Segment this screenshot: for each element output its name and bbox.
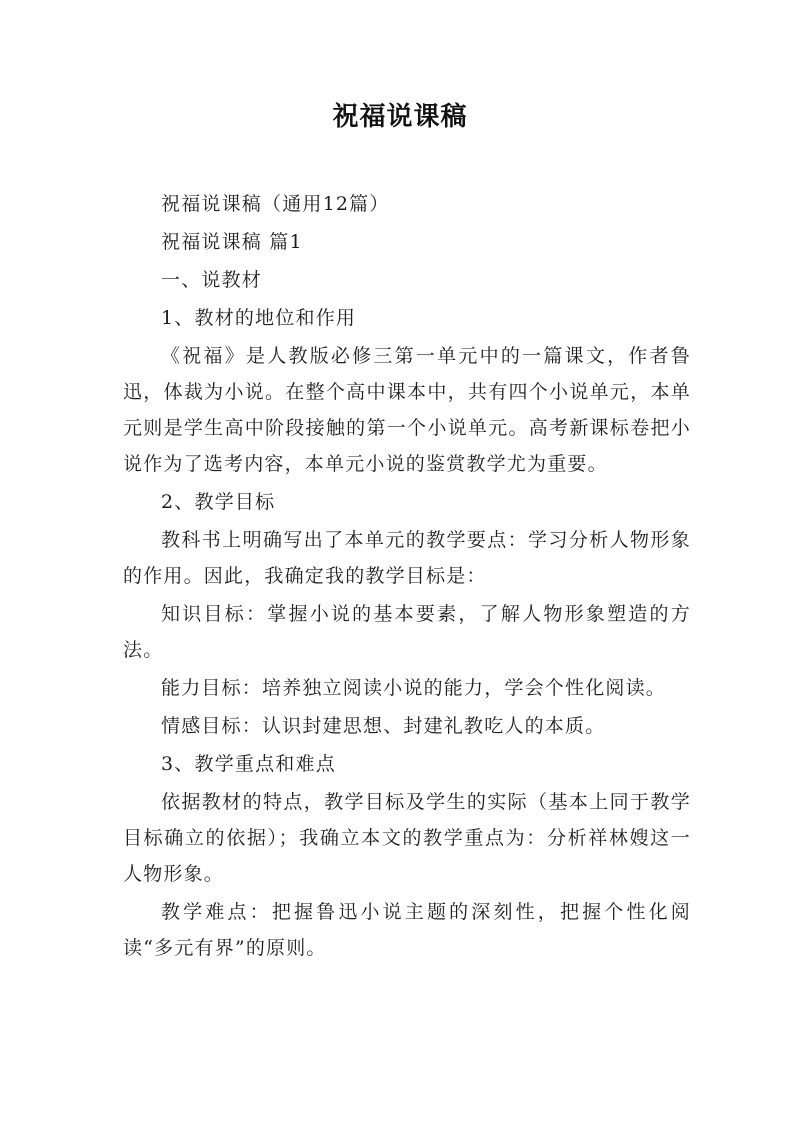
document-body xyxy=(123,186,691,968)
paragraph-text: 教学难点：把握鲁迅小说主题的深刻性，把握个性化阅读“多元有界”的原则。 xyxy=(123,901,691,959)
paragraph-text: 依据教材的特点，教学目标及学生的实际（基本上同于教学目标确立的依据）；我确立本文的教学重点为：分析祥林嫂这一人物形象。 xyxy=(123,791,691,885)
paragraph-heading-position-role: 1、教材的地位和作用 xyxy=(161,307,357,329)
document-title: 祝福说课稿 xyxy=(332,102,468,132)
paragraph-heading-key-difficult-points: 3、教学重点和难点 xyxy=(161,753,336,775)
paragraph-text: 知识目标：掌握小说的基本要素，了解人物形象塑造的方法。 xyxy=(123,603,691,661)
paragraph-heading-teaching-material: 一、说教材 xyxy=(161,269,263,291)
paragraph-section-heading: 祝福说课稿 篇1 xyxy=(161,231,303,253)
paragraph-text: 教科书上明确写出了本单元的教学要点：学习分析人物形象的作用。因此，我确定我的教学目标是： xyxy=(123,529,691,587)
paragraph-text: 《祝福》是人教版必修三第一单元中的一篇课文，作者鲁迅，体裁为小说。在整个高中课本中，共有四个小说单元，本单元则是学生高中阶段接触的第一个小说单元。高考新课标卷把小说作为了选考内容，本单元小说的鉴赏教学尤为重要。 xyxy=(123,345,691,475)
paragraph-subtitle: 祝福说课稿（通用12篇） xyxy=(161,193,390,215)
paragraph-text: 能力目标：培养独立阅读小说的能力，学会个性化阅读。 xyxy=(161,677,667,699)
paragraph-heading-teaching-goals: 2、教学目标 xyxy=(161,491,276,513)
paragraph-text: 情感目标：认识封建思想、封建礼教吃人的本质。 xyxy=(161,715,606,737)
